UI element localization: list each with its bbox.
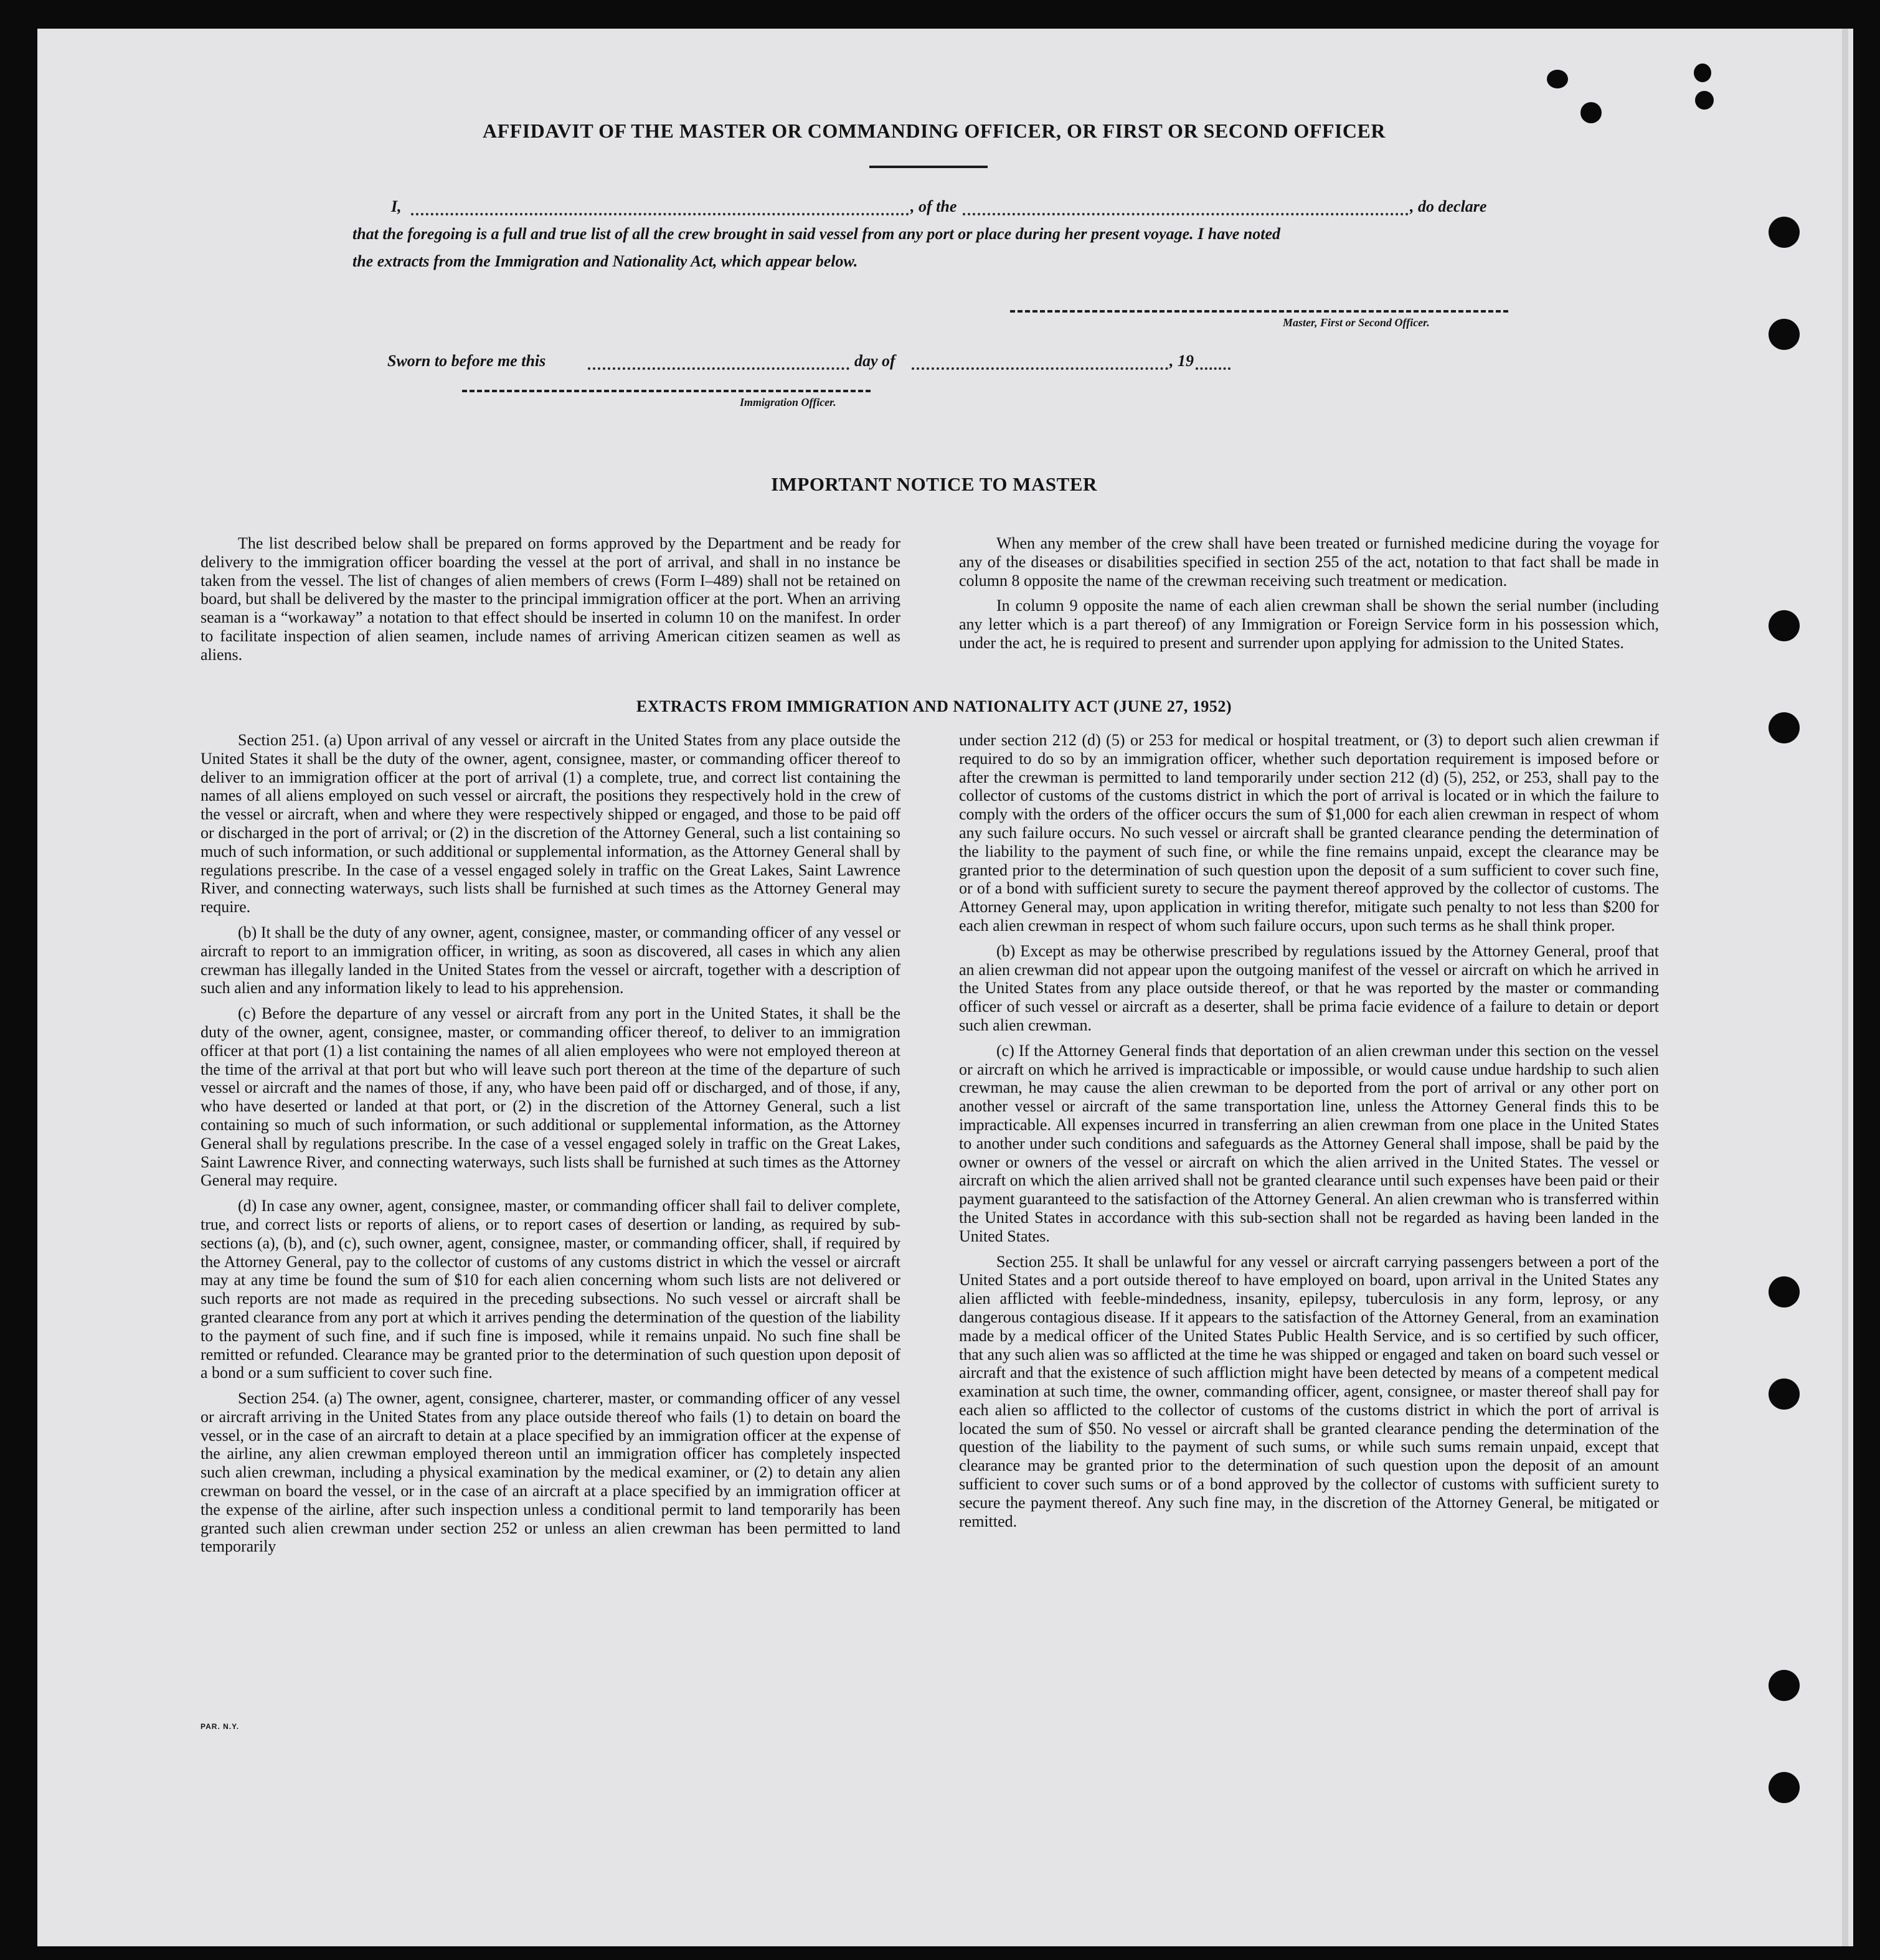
sworn-day-field[interactable] bbox=[588, 367, 849, 370]
punch-hole bbox=[1769, 610, 1800, 641]
declarant-name-field[interactable] bbox=[411, 213, 909, 215]
punch-hole bbox=[1769, 1772, 1800, 1803]
sworn-label: Sworn to before me this bbox=[387, 352, 546, 370]
immigration-officer-signature-line[interactable] bbox=[462, 390, 871, 392]
extract-paragraph: Section 255. It shall be unlawful for any vessel or aircraft carrying passengers between a port of the United States and a port outside thereof to have employed on board, upon arrival in the United States any alien afflicted with feeble-mindedness, insanity, epilepsy, tuberculosis in any form, leprosy, or any dangerous contagious disease. If it appears to the satisfaction of the Attorney General, from an examination made by a medical officer of the United States Public Health Service, and is so certified by such officer, that any such alien was so afflicted at the time he was shipped or engaged and taken on board such vessel or aircraft and that the existence of such affliction might have been detected by means of a competent medical examination at such time, the owner, commanding officer, agent, consignee, or master thereof shall pay for each alien so afflicted to the collector of customs of the customs district in which the port of arrival is located the sum of $50. No vessel or aircraft shall be granted clearance pending the determination of the question of the liability to the payment of such sums, or while such sums remain unpaid, except that clearance may be granted prior to the determination of such question upon the deposit of an amount sufficient to cover such sums or of a bond approved by the collector of customs with sufficient surety to secure the payment thereof. Any such fine may, in the discretion of the Attorney General, be mitigated or remitted. bbox=[959, 1252, 1659, 1530]
punch-hole bbox=[1769, 1276, 1800, 1307]
extracts-left-column bbox=[201, 731, 900, 1563]
notice-paragraph: The list described below shall be prepared on forms approved by the Department and be ready for delivery to the immigration officer boarding the vessel at the port of arrival, and shall in no instance be taken from the vessel. The list of changes of alien members of crews (Form I–489) shall not be retained on board, but shall be delivered by the master to the principal immigration officer at the port. When an arriving seaman is a “workaway” a notation to that effect should be inserted in column 10 on the manifest. In order to facilitate inspection of alien seamen, include names of arriving American citizen seamen as well as aliens. bbox=[201, 534, 900, 664]
sworn-month-field[interactable] bbox=[912, 367, 1168, 370]
punch-hole bbox=[1769, 319, 1800, 350]
printer-mark: PAR. N.Y. bbox=[201, 1722, 240, 1731]
notice-left-column bbox=[201, 534, 900, 671]
document-page bbox=[37, 29, 1853, 1946]
extract-paragraph: (c) If the Attorney General finds that deportation of an alien crewman under this section on the vessel or aircraft on which he arrived is impracticable or impossible, or would cause undue hardship to such alien crewman, he may cause the alien crewman to be deported from the port of arrival or any other port on another vessel or aircraft of the same transportation line, unless the Attorney General finds this to be impracticable. All expenses incurred in transferring an alien crewman from one place in the United States to another under such conditions and safeguards as the Attorney General shall impose, shall be paid by the owner or owners of the vessel or aircraft on which the alien arrived in the United States. The vessel or aircraft on which the alien arrived shall not be granted clearance until such expenses have been paid or their payment guaranteed to the satisfaction of the Attorney General. An alien crewman who is transferred within the United States in accordance with this sub-section shall not be regarded as having been landed in the United States. bbox=[959, 1041, 1659, 1245]
extract-paragraph: Section 254. (a) The owner, agent, consignee, charterer, master, or commanding officer of any vessel or aircraft arriving in the United States from any place outside thereof who fails (1) to detain on board the vessel, or in the case of an aircraft to detain at a place specified by an immigration officer at the expense of the airline, any alien crewman employed thereon until an immigration officer has completely inspected such alien crewman, including a physical examination by the medical examiner, or (2) to detain any alien crewman on board the vessel, or in the case of an aircraft at a place specified by an immigration officer at the expense of the airline, after such inspection unless a conditional permit to land temporarily has been granted such alien crewman under section 252 or unless an alien crewman has been permitted to land temporarily bbox=[201, 1389, 900, 1556]
ink-blot bbox=[1580, 102, 1602, 123]
extract-paragraph: (b) It shall be the duty of any owner, agent, consignee, master, or commanding officer of any vessel or aircraft to report to an immigration officer, in writing, as soon as discovered, all cases in which any alien crewman has illegally landed in the United States from the vessel or aircraft, together with a description of such alien and any information likely to lead to his apprehension. bbox=[201, 923, 900, 997]
extract-paragraph: (d) In case any owner, agent, consignee, master, or commanding officer shall fail to deliver complete, true, and correct lists or reports of aliens, or to report cases of desertion or landing, as required by sub-sections (a), (b), and (c), such owner, agent, consignee, master, or commanding officer, shall, if required by the Attorney General, pay to the collector of customs of any customs district in which the vessel or aircraft may at any time be found the sum of $10 for each alien concerning whom such lists are not delivered or such reports are not made as required in the preceding subsections. No such vessel or aircraft shall be granted clearance from any port at which it arrives pending the determination of the question of the liability to the payment of such fine, and if such fine is imposed, while it remains unpaid. No such fine shall be remitted or refunded. Clearance may be granted prior to the determination of such question upon deposit of a bond or a sum sufficient to cover such fine. bbox=[201, 1197, 900, 1382]
extract-paragraph: (c) Before the departure of any vessel or aircraft from any port in the United States, it shall be the duty of the owner, agent, consignee, master, or commanding officer thereof, to deliver to an immigration officer at that port (1) a list containing the names of all alien employees who were not employed thereon at the time of the arrival at that port but who will leave such port thereon at the time of the departure of such vessel or aircraft and the names of those, if any, who have been paid off or discharged, and of those, if any, who have deserted or landed at that port, or (2) in the discretion of the Attorney General, such a list containing so much of such information, or such additional or supplemental information, as the Attorney General shall by regulations prescribe. In the case of a vessel engaged solely in traffic on the Great Lakes, Saint Lawrence River, and connecting waterways, such lists shall be furnished at such times as the Attorney General may require. bbox=[201, 1004, 900, 1190]
extracts-title: EXTRACTS FROM IMMIGRATION AND NATIONALITY ACT (JUNE 27, 1952) bbox=[636, 697, 1232, 715]
extract-paragraph: Section 251. (a) Upon arrival of any vessel or aircraft in the United States from any place outside the United States it shall be the duty of the owner, agent, consignee, master, or commanding officer thereof to deliver to an immigration officer at the port of arrival (1) a complete, true, and correct list containing the names of all aliens employed on such vessel or aircraft, the positions they respectively hold in the crew of the vessel or aircraft, when and where they were respectively shipped or engaged, and those to be paid off or discharged in the port of arrival; or (2) in the discretion of the Attorney General, such a list containing so much of such information, or such additional or supplemental information, as the Attorney General shall by regulations prescribe. In the case of a vessel engaged solely in traffic on the Great Lakes, Saint Lawrence River, and connecting waterways, such lists shall be furnished at such times as the Attorney General may require. bbox=[201, 731, 900, 916]
punch-hole bbox=[1769, 217, 1800, 248]
punch-hole bbox=[1769, 712, 1800, 743]
affidavit-declare-label: , do declare bbox=[1410, 197, 1487, 215]
affidavit-statement-line-1: that the foregoing is a full and true list of all the crew brought in said vessel from any port or place during her present voyage. I have noted bbox=[352, 225, 1281, 243]
notice-paragraph: In column 9 opposite the name of each alien crewman shall be shown the serial number (including any letter which is a part thereof) of any Immigration or Foreign Service form in his possession which, under the act, he is required to present and surrender upon applying for admission to the United States. bbox=[959, 596, 1659, 652]
punch-hole bbox=[1769, 1670, 1800, 1701]
affidavit-of-the-label: , of the bbox=[910, 197, 957, 215]
affidavit-statement-line-2: the extracts from the Immigration and Nationality Act, which appear below. bbox=[352, 252, 858, 270]
day-of-label: day of bbox=[854, 352, 895, 370]
page-edge bbox=[1842, 29, 1848, 1946]
affidavit-title: AFFIDAVIT OF THE MASTER OR COMMANDING OFFICER, OR FIRST OR SECOND OFFICER bbox=[483, 120, 1386, 142]
notice-title: IMPORTANT NOTICE TO MASTER bbox=[771, 473, 1097, 495]
sworn-year-field[interactable] bbox=[1196, 367, 1231, 370]
affidavit-i-label: I, bbox=[391, 197, 402, 215]
master-signature-caption: Master, First or Second Officer. bbox=[1283, 316, 1430, 329]
notice-right-column bbox=[959, 534, 1659, 659]
year-label: , 19 bbox=[1169, 352, 1194, 370]
vessel-name-field[interactable] bbox=[963, 213, 1409, 215]
extract-paragraph: (b) Except as may be otherwise prescribed by regulations issued by the Attorney General, proof that an alien crewman did not appear upon the outgoing manifest of the vessel or aircraft on which he arrived in the United States from any place outside thereof, or that he was reported by the master or commanding officer of such vessel or aircraft as a deserter, shall be prima facie evidence of a failure to detain or deport such alien crewman. bbox=[959, 941, 1659, 1034]
ink-blot bbox=[1547, 70, 1568, 88]
extract-paragraph: under section 212 (d) (5) or 253 for medical or hospital treatment, or (3) to deport such alien crewman if required to do so by an immigration officer, whether such deportation requirement is imposed before or after the crewman is permitted to land temporarily under section 212 (d) (5), 252, or 253, shall pay to the collector of customs of the customs district in which the port of arrival is located or in which the failure to comply with the orders of the officer occurs the sum of $1,000 for each alien crewman in respect of whom any such failure occurs. No such vessel or aircraft shall be granted clearance pending the determination of the liability to the payment of such fine, or while the fine remains unpaid, except the clearance may be granted prior to the determination of such question upon the deposit of a sum sufficient to cover such fine, or of a bond with sufficient surety to secure the payment thereof approved by the collector of customs. The Attorney General may, upon application in writing therefor, mitigate such penalty to not less than $200 for each alien crewman in respect of whom such failure occurs, upon such terms as he shall think proper. bbox=[959, 731, 1659, 935]
punch-hole bbox=[1769, 1378, 1800, 1410]
ink-blot bbox=[1695, 91, 1714, 110]
ink-blot bbox=[1694, 64, 1711, 82]
immigration-officer-caption: Immigration Officer. bbox=[740, 396, 836, 408]
extracts-right-column bbox=[959, 731, 1659, 1537]
notice-paragraph: When any member of the crew shall have been treated or furnished medicine during the voyage for any of the diseases or disabilities specified in section 255 of the act, notation to that fact shall be made in column 8 opposite the name of the crewman receiving such treatment or medication. bbox=[959, 534, 1659, 590]
title-divider bbox=[869, 166, 988, 168]
master-signature-line[interactable] bbox=[1010, 310, 1508, 313]
